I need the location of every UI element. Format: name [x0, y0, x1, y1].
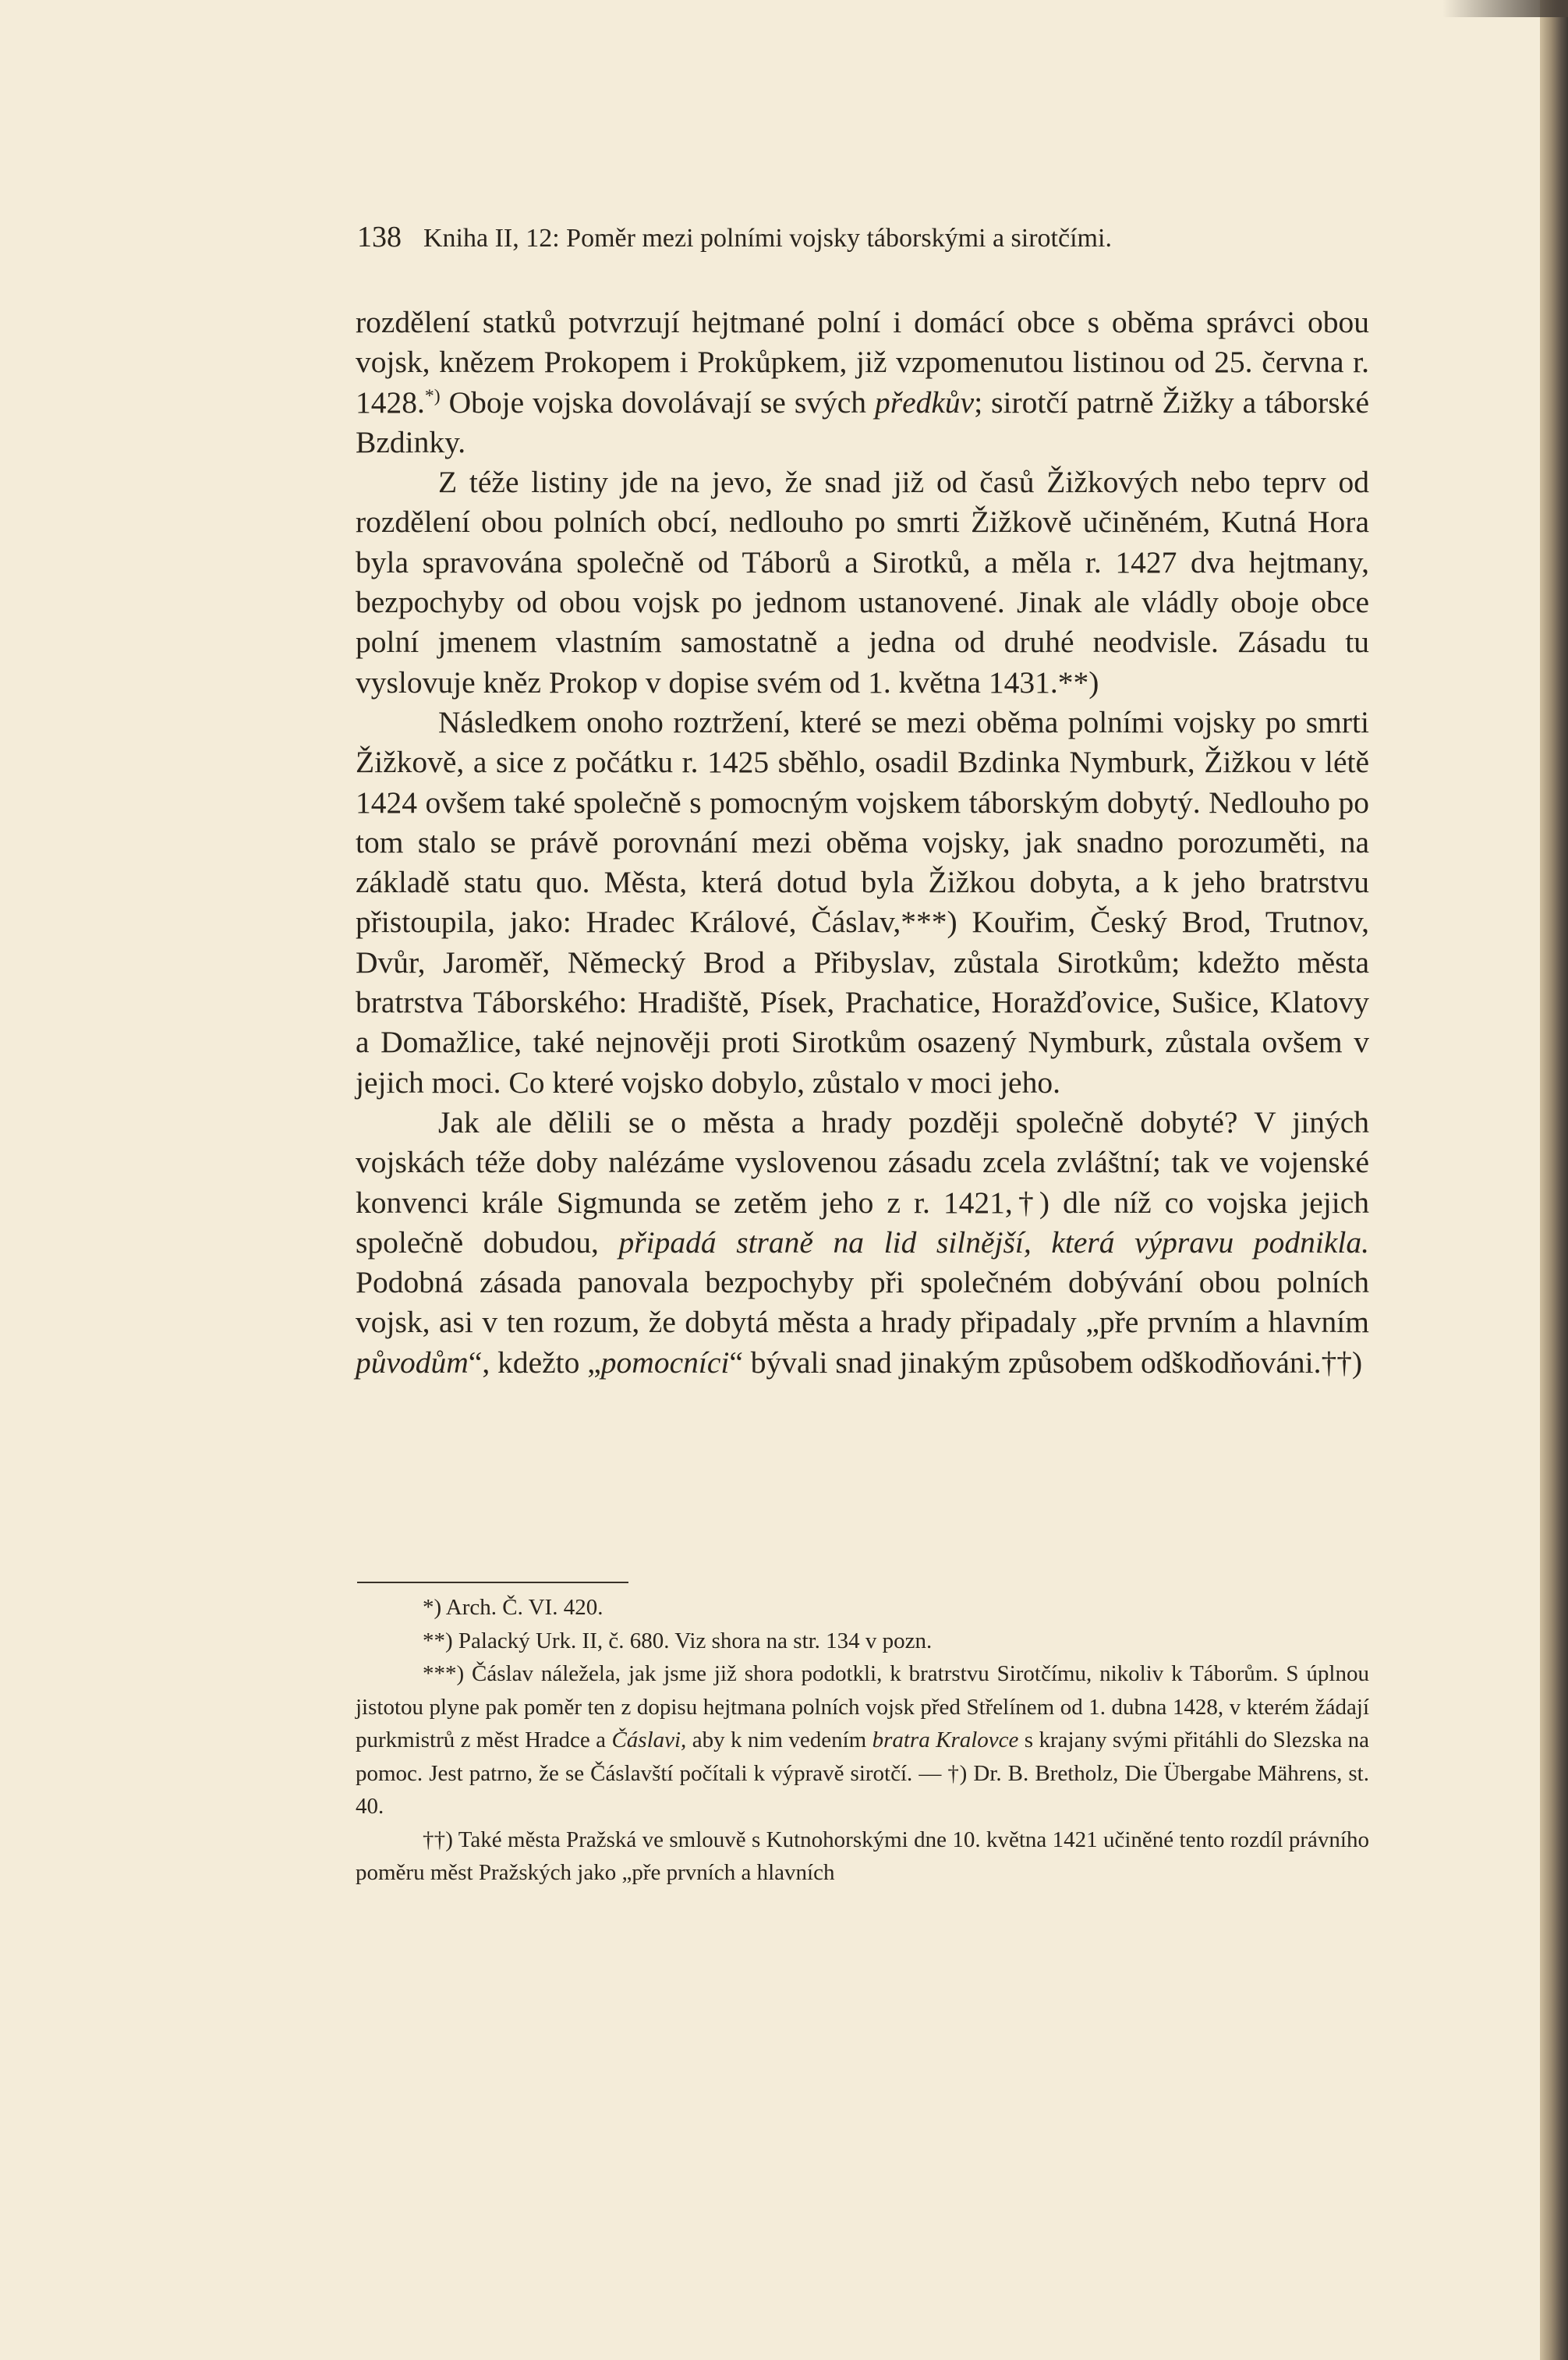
footnote-ref: **): [1057, 664, 1099, 700]
footnote-4: ††) Také města Pražská ve smlouvě s Kutnohorskými dne 10. května 1421 učiněné tento rozdíl právního poměru měst Pražských jako „pře prvních a hlavních: [356, 1827, 1369, 1885]
footnote-ref: †): [1012, 1185, 1050, 1220]
running-title: Kniha II, 12: Poměr mezi polními vojsky táborskými a sirotčími.: [423, 224, 1112, 253]
text-run: Následkem onoho roztržení, které se mezi oběma polními vojsky po smrti Žižkově, a sice z počátku r. 1425 sběhlo, osadil Bzdinka Nymburk, Žižkou v létě 1424 ovšem také společně s pomocným vojskem táborským dobytý. Nedlouho po tom stalo se právě porovnání mezi oběma vojsky, jak snadno porozuměti, na základě statu quo. Města, která dotud byla Žižkou dobyta, a k jeho bratrstvu přistoupila, jako: Hradec Králové, Čáslav,: [356, 704, 1369, 940]
text-run: aby k nim vedením: [686, 1727, 872, 1752]
text-run: ***) Čáslav náležela, jak jsme již shora podotkli, k bratrstvu Sirotčímu, nikoliv k Táborům. S úplnou jistotou plyne pak poměr ten z dopisu hejtmana polních vojsk před Střelínem od 1. dubna 1428, v kterém žádají purkmistrů z měst Hradce a: [356, 1661, 1369, 1752]
scan-corner-shadow: [1442, 0, 1568, 17]
text-run: Kouřim, Český Brod, Trutnov, Dvůr, Jaroměř, Německý Brod a Přibyslav, zůstala Sirotkům; kdežto města bratrstva Táborského: Hradiště, Písek, Prachatice, Horažďovice, Sušice, Klatovy a Domažlice, také nejnověji proti Sirotkům osazený Nymburk, zůstala ovšem v jejich moci. Co které vojsko dobylo, zůstalo v moci jeho.: [356, 905, 1369, 1100]
paragraph-1: [356, 303, 1369, 462]
emphasis: pomocníci: [600, 1345, 730, 1380]
emphasis: bratra Kralovce: [872, 1727, 1019, 1752]
paragraph-4: [356, 1103, 1369, 1383]
text-run: “ bývali snad jinakým způsobem odškodňováni.: [729, 1345, 1322, 1380]
text-run: Jak ale dělili se o města a hrady později společně dobyté? V jiných vojskách téže doby nalézáme vyslovenou zásadu zcela zvláštní; tak ve vojenské konvenci krále Sigmunda se zetěm jeho z r. 1421,: [356, 1104, 1369, 1220]
text-run: Z téže listiny jde na jevo, že snad již od časů Žižkových nebo teprv od rozdělení obou polních obcí, nedlouho po smrti Žižkově učiněném, Kutná Hora byla spravována společně od Táborů a Sirotků, a měla r. 1427 dva hejtmany, bezpochyby od obou vojsk po jednom ustanovené. Jinak ale vládly oboje obce polní jmenem vlastním samostatně a jedna od druhé neodvisle. Zásadu tu vyslovuje kněz Prokop v dopise svém od 1. května 1431.: [356, 465, 1369, 700]
text-run: rozdělení statků potvrzují hejtmané polní i domácí obce s oběma správci obou vojsk, knězem Prokopem i Prokůpkem, již vzpomenutou listinou od 25. června r. 1428.: [356, 305, 1369, 420]
text-run: s krajany svými přitáhli do Slezska na pomoc. Jest patrno, že se Čáslavští počítali k výpravě sirotčí. — †) Dr. B. Bretholz, Die Übergabe Mährens, st. 40.: [356, 1727, 1369, 1819]
text-run: “, kdežto „: [468, 1345, 601, 1380]
text-run: Podobná zásada panovala bezpochyby při společném dobývání obou polních vojsk, asi v ten rozum, že dobytá města a hrady připadaly „pře prvním a hlavním: [356, 1265, 1369, 1340]
running-header: [357, 220, 1371, 259]
footnote-ref: *): [424, 385, 441, 406]
emphasis: Čáslavi,: [611, 1727, 687, 1752]
footnote-ref: ***): [901, 905, 957, 940]
footnote-1: *) Arch. Č. VI. 420.: [423, 1595, 603, 1620]
paragraph-3: [356, 703, 1369, 1103]
text-run: ; sirotčí patrně Žižky a táborské Bzdinky.: [356, 384, 1369, 459]
page-number: 138: [357, 221, 402, 253]
footnote-ref: ††): [1321, 1345, 1363, 1380]
footnote-divider: [357, 1582, 628, 1583]
page-edge-shadow: [1540, 0, 1568, 2360]
emphasis: původům: [356, 1345, 469, 1380]
emphasis: předkův: [874, 384, 975, 420]
footnotes: [356, 1591, 1369, 1890]
paragraph-2: [356, 462, 1369, 703]
main-text: [356, 303, 1369, 1383]
text-run: Oboje vojska dovolávají se svých: [440, 384, 875, 420]
text-run: dle níž co vojska jejich společně dobudou,: [356, 1185, 1369, 1260]
footnote-2: **) Palacký Urk. II, č. 680. Viz shora na str. 134 v pozn.: [423, 1628, 933, 1653]
footnote-3: [356, 1657, 1369, 1823]
emphasis: připadá straně na lid silnější, která výpravu podnikla.: [618, 1224, 1369, 1260]
